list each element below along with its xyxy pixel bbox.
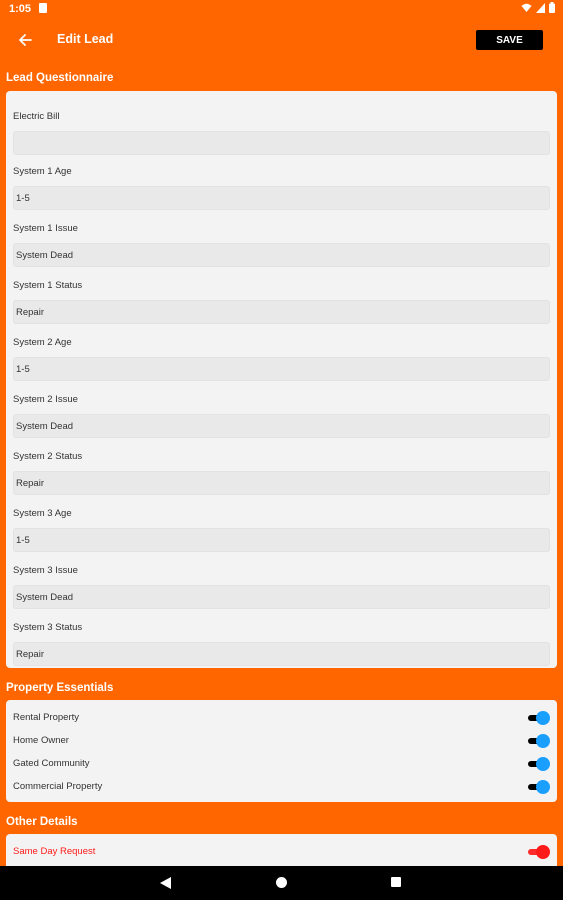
field-label: System 2 Age	[13, 337, 72, 348]
home-owner-switch[interactable]	[528, 734, 550, 748]
field-system-2-age	[13, 337, 550, 381]
field-system-1-age	[13, 166, 550, 210]
toggle-row-home-owner	[13, 733, 550, 749]
battery-icon	[549, 2, 555, 13]
toggle-label: Home Owner	[13, 735, 69, 746]
switch-knob	[536, 711, 550, 725]
section-header-other-details: Other Details	[6, 816, 78, 828]
system-3-age-select[interactable]: 1-5	[13, 528, 550, 552]
field-system-3-age	[13, 508, 550, 552]
field-label: System 1 Issue	[13, 223, 78, 234]
switch-knob	[536, 845, 550, 859]
toggle-row-rental-property	[13, 710, 550, 726]
section-header-questionnaire: Lead Questionnaire	[6, 72, 114, 84]
system-1-status-select[interactable]: Repair	[13, 300, 550, 324]
field-label: System 2 Status	[13, 451, 83, 462]
toggle-row-commercial-property	[13, 779, 550, 795]
status-time: 1:05	[9, 3, 32, 15]
questionnaire-card	[6, 91, 557, 668]
system-3-issue-select[interactable]: System Dead	[13, 585, 550, 609]
field-label: Electric Bill	[13, 111, 60, 122]
nav-recents-icon[interactable]	[391, 877, 401, 887]
system-2-issue-select[interactable]: System Dead	[13, 414, 550, 438]
nav-home-icon[interactable]	[276, 877, 287, 888]
field-system-3-status	[13, 622, 550, 666]
gated-community-switch[interactable]	[528, 757, 550, 771]
system-3-status-select[interactable]: Repair	[13, 642, 550, 666]
field-system-2-issue	[13, 394, 550, 438]
page-title: Edit Lead	[57, 32, 114, 46]
toggle-label: Same Day Request	[13, 846, 96, 857]
same-day-request-switch[interactable]	[528, 845, 550, 859]
field-label: System 1 Age	[13, 166, 72, 177]
field-label: System 3 Issue	[13, 565, 78, 576]
switch-knob	[536, 757, 550, 771]
toggle-row-same-day-request	[13, 844, 550, 860]
field-system-3-issue	[13, 565, 550, 609]
field-label: System 1 Status	[13, 280, 83, 291]
property-essentials-card	[6, 700, 557, 802]
notification-doc-icon	[39, 3, 47, 13]
system-1-issue-select[interactable]: System Dead	[13, 243, 550, 267]
toggle-label: Rental Property	[13, 712, 80, 723]
commercial-property-switch[interactable]	[528, 780, 550, 794]
toggle-row-gated-community	[13, 756, 550, 772]
system-2-age-select[interactable]: 1-5	[13, 357, 550, 381]
app-bar	[0, 18, 563, 62]
field-system-1-issue	[13, 223, 550, 267]
field-label: System 3 Age	[13, 508, 72, 519]
field-label: System 3 Status	[13, 622, 83, 633]
system-nav-bar	[0, 866, 563, 900]
switch-knob	[536, 780, 550, 794]
wifi-icon	[521, 3, 532, 13]
signal-icon	[536, 3, 545, 13]
field-system-2-status	[13, 451, 550, 495]
electric-bill-input[interactable]	[13, 131, 550, 155]
toggle-label: Commercial Property	[13, 781, 103, 792]
save-button[interactable]: SAVE	[476, 30, 543, 50]
section-header-property-essentials: Property Essentials	[6, 682, 114, 694]
field-electric-bill	[13, 111, 550, 155]
field-system-1-status	[13, 280, 550, 324]
system-1-age-select[interactable]: 1-5	[13, 186, 550, 210]
nav-back-icon[interactable]	[160, 877, 171, 889]
rental-property-switch[interactable]	[528, 711, 550, 725]
field-label: System 2 Issue	[13, 394, 78, 405]
back-arrow-icon[interactable]	[16, 31, 34, 49]
switch-knob	[536, 734, 550, 748]
status-icons	[521, 2, 555, 13]
status-bar	[0, 0, 563, 18]
system-2-status-select[interactable]: Repair	[13, 471, 550, 495]
toggle-label: Gated Community	[13, 758, 90, 769]
